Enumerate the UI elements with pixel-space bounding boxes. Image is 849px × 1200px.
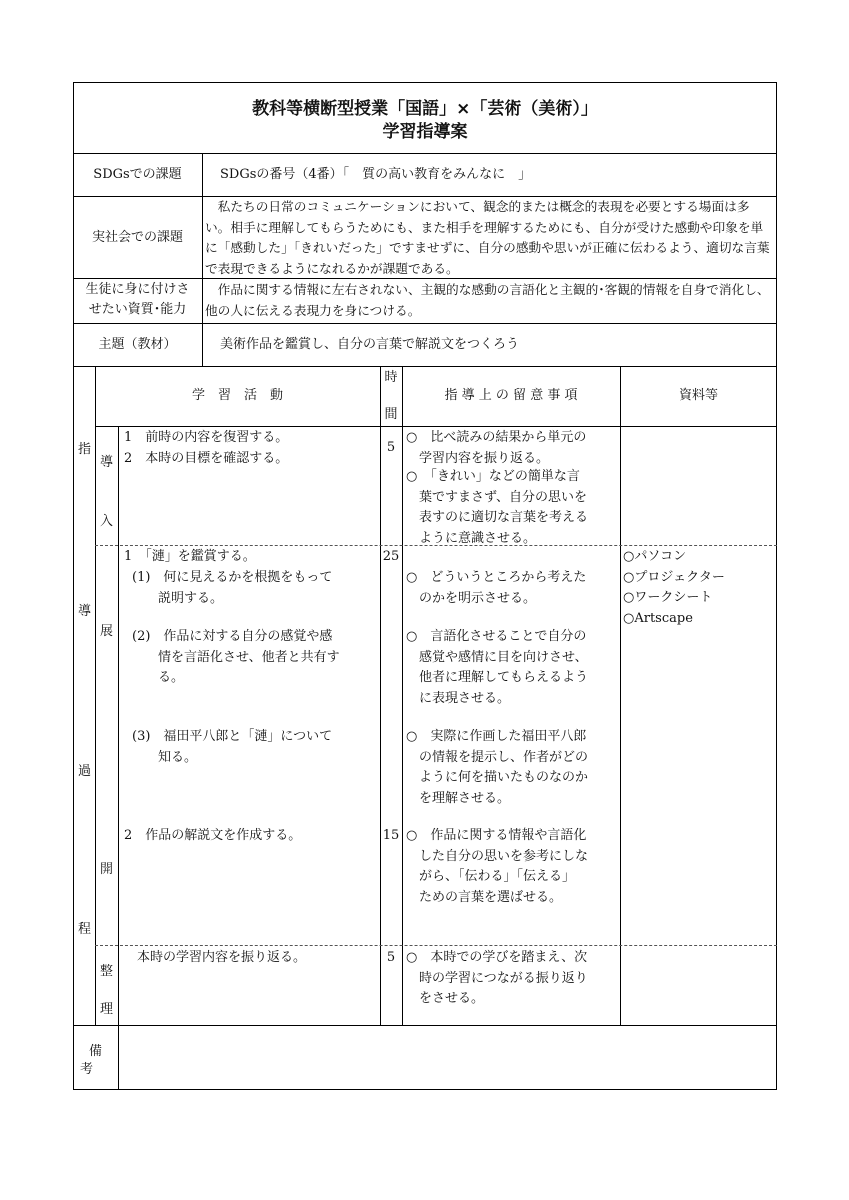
divider	[202, 153, 203, 366]
society-label: 実社会での課題	[91, 230, 183, 245]
dev-guidance-1: ○ どういうところから考えた のかを明示させる。	[406, 570, 587, 606]
dev-guidance-2: ○ 言語化させることで自分の 感覚や感情に目を向けさせ、 他者に理解してもらえるよう に表現させる。	[406, 629, 589, 706]
phase-summary-char: 理	[100, 1002, 114, 1017]
sdgs-label: SDGsでの課題	[93, 167, 182, 182]
dev-materials: ○パソコン ○プロジェクター ○ワークシート ○Artscape	[623, 549, 725, 626]
page-subtitle: 学習指導案	[382, 122, 468, 142]
dev-activity-main: 1 「漣」を鑑賞する。	[124, 549, 256, 564]
intro-guidance-2: ○ 「きれい」などの簡単な言 葉ですまさず、自分の思いを 表すのに適切な言葉を考える ように意識させる。	[406, 469, 589, 546]
header-activities: 学 習 活 動	[191, 388, 283, 403]
process-char: 指	[78, 442, 92, 457]
divider	[73, 153, 777, 154]
dev-activity-3: (3) 福田平八郎と「漣」について 知る。	[132, 729, 333, 765]
dev-activity-4: 2 作品の解説文を作成する。	[124, 828, 302, 843]
society-text: 私たちの日常のコミュニケーションにおいて、観念的または概念的表現を必要とする場面は多い。相手に理解してもらうためにも、また相手を理解するためにも、自分が受けた感動や印象を単に「感動した」「きれいだった」ですませずに、自分の感動や思いが正確に伝わるよう、適切な言葉で表現できるようになれるかが課題である。	[205, 199, 770, 276]
abilities-label-line2: せたい資質･能力	[88, 302, 187, 317]
dev-activity-2: (2) 作品に対する自分の感覚や感 情を言語化させ、他者と共有す る。	[132, 629, 340, 685]
sdgs-value: SDGsの番号（4番）「 質の高い教育をみんなに 」	[220, 167, 532, 182]
header-guidance: 指 導 上 の 留 意 事 項	[444, 388, 578, 403]
summary-time: 5	[386, 950, 396, 965]
process-char: 過	[78, 764, 92, 779]
divider	[95, 366, 96, 1025]
summary-guidance: ○ 本時での学びを踏まえ、次 時の学習につながる振り返り をさせる。	[406, 950, 588, 1006]
notes-label-char: 考	[80, 1062, 94, 1077]
intro-time: 5	[386, 440, 396, 455]
theme-label: 主題（教材）	[98, 337, 177, 352]
phase-divider	[95, 945, 777, 946]
phase-dev-char: 開	[100, 862, 114, 877]
header-time-2: 間	[384, 407, 398, 422]
divider	[380, 366, 381, 1025]
abilities-label-line1: 生徒に身に付けさ	[85, 282, 190, 297]
dev-activity-1: (1) 何に見えるかを根拠をもって 説明する。	[132, 570, 333, 606]
page-title: 教科等横断型授業「国語」×「芸術（美術）」	[252, 99, 598, 119]
phase-intro-char: 入	[100, 514, 114, 529]
phase-summary-char: 整	[100, 964, 114, 979]
divider	[73, 323, 777, 324]
process-char: 導	[78, 604, 92, 619]
dev-time-2: 15	[382, 828, 400, 843]
abilities-text: 作品に関する情報に左右されない、主観的な感動の言語化と主観的･客観的情報を自身で消化し、他の人に伝える表現力を身につける。	[205, 282, 770, 318]
theme-value: 美術作品を鑑賞し、自分の言葉で解説文をつくろう	[220, 337, 520, 352]
dev-guidance-3: ○ 実際に作画した福田平八郎 の情報を提示し、作者がどの ように何を描いたものなのか を理解させる。	[406, 729, 589, 806]
dev-guidance-4: ○ 作品に関する情報や言語化 した自分の思いを参考にしな がら、「伝わる」「伝える」 ための言葉を選ばせる。	[406, 828, 589, 905]
phase-dev-char: 展	[100, 624, 114, 639]
phase-intro-char: 導	[100, 455, 114, 470]
divider	[118, 426, 119, 1025]
intro-guidance-1: ○ 比べ読みの結果から単元の 学習内容を振り返る。	[406, 430, 587, 466]
summary-activity: 本時の学習内容を振り返る。	[137, 950, 307, 965]
notes-label-char: 備	[89, 1044, 103, 1059]
divider	[118, 1025, 119, 1090]
header-time-1: 時	[384, 370, 398, 385]
intro-activities: 1 前時の内容を復習する。 2 本時の目標を確認する。	[124, 430, 289, 466]
divider	[402, 366, 403, 1025]
dev-time-1: 25	[382, 549, 400, 564]
header-materials: 資料等	[678, 388, 718, 403]
divider	[73, 1025, 777, 1026]
divider	[620, 366, 621, 1025]
divider	[73, 366, 777, 367]
divider	[95, 426, 777, 427]
process-char: 程	[78, 922, 92, 937]
